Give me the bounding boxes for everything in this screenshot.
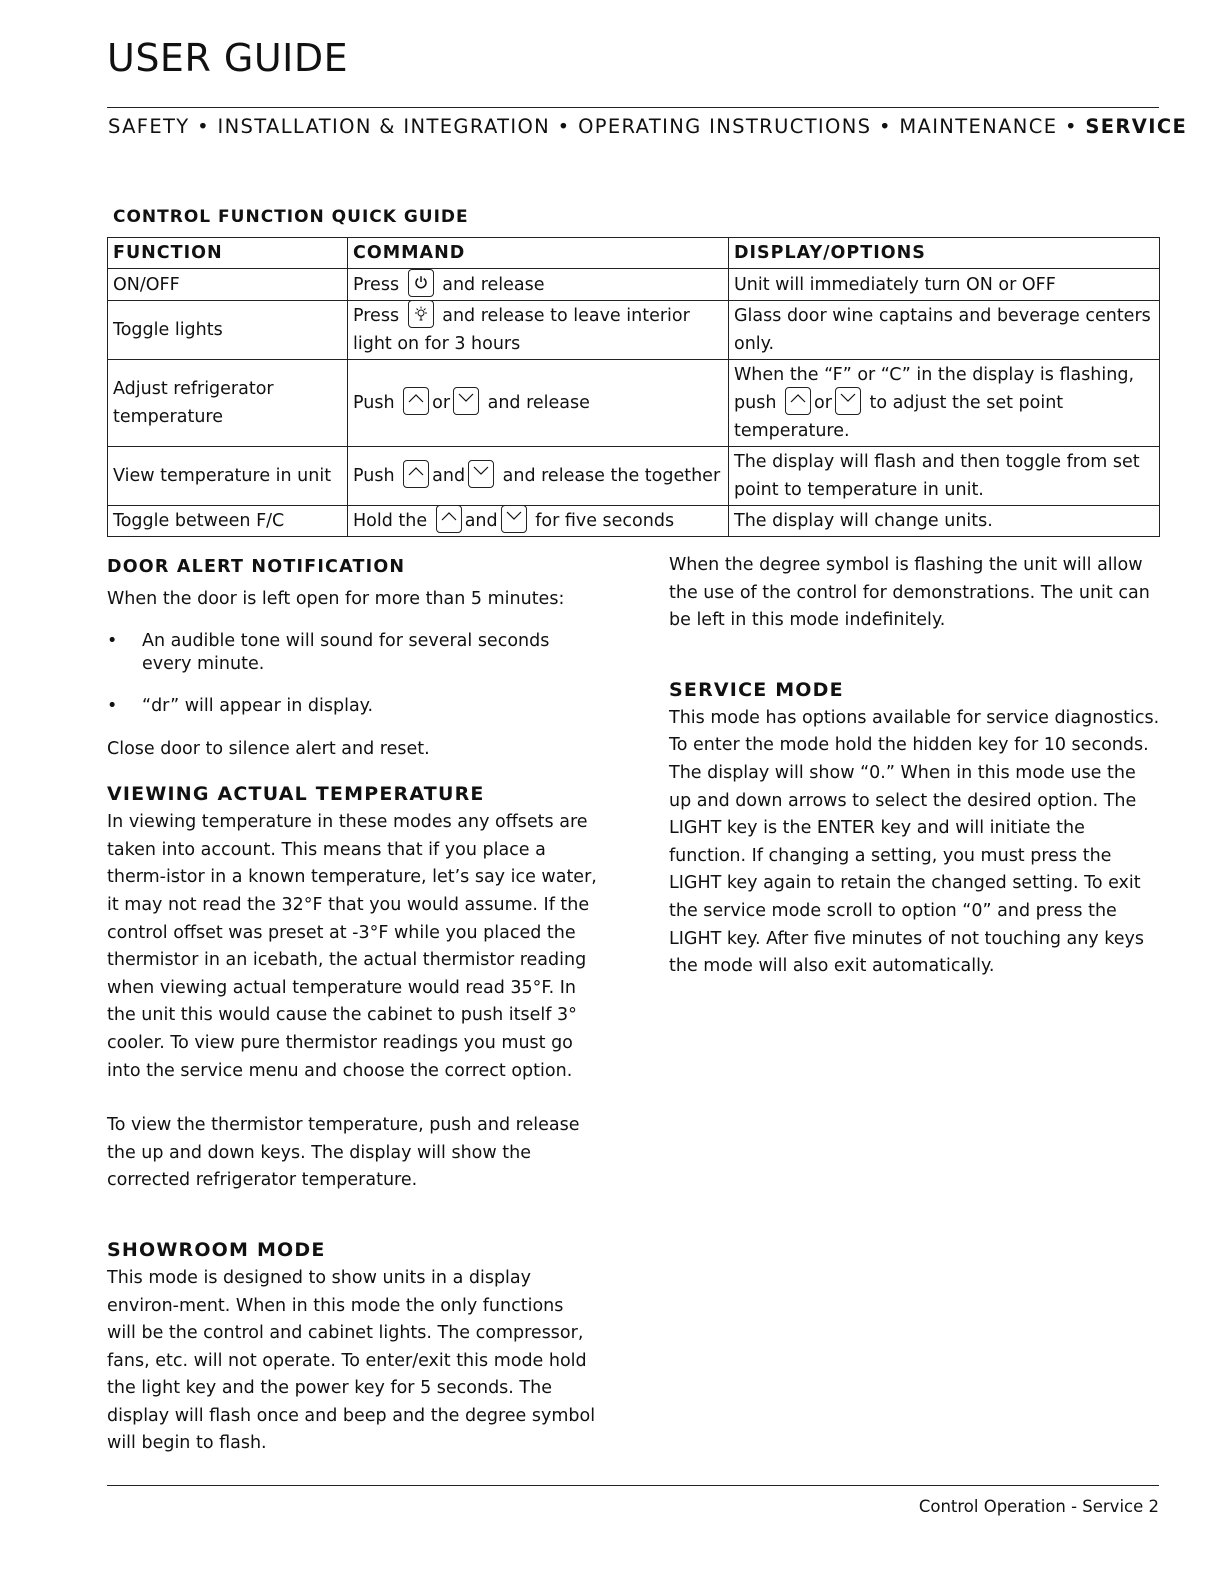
up-arrow-key-icon (436, 505, 462, 533)
command-text: Push (353, 393, 395, 413)
command-text: Push (353, 466, 395, 486)
showroom-heading: SHOWROOM MODE (107, 1238, 326, 1261)
row-command (348, 506, 729, 537)
header-display: DISPLAY/OPTIONS (729, 238, 1160, 269)
light-key-icon (408, 300, 434, 328)
right-column (669, 552, 1161, 981)
nav-separator: • (871, 115, 900, 138)
row-display: Glass door wine captains and beverage centers only. (729, 301, 1160, 360)
list-item: • An audible tone will sound for several seconds every minute. (107, 630, 550, 674)
door-alert-closing: Close door to silence alert and reset. (107, 738, 430, 759)
door-alert-list (107, 630, 597, 718)
command-text: and release (487, 393, 590, 413)
service-mode-heading: SERVICE MODE (669, 678, 844, 701)
showroom-paragraph-2: When the degree symbol is flashing the unit will allow the use of the control for demonstrations. The unit can be left in this mode indefinitely. (669, 555, 1150, 631)
nav-installation: INSTALLATION & INTEGRATION (217, 115, 551, 138)
service-mode-paragraph: This mode has options available for service diagnostics. To enter the mode hold the hidden key for 10 seconds. The display will show “0.” When in this mode use the up and down arrows to select the desired option. The LIGHT key is the ENTER key and will initiate the function. If changing a setting, you must press the LIGHT key again to retain the changed setting. To exit the service mode scroll to option “0” and press the LIGHT key. After five minutes of not touching any keys the mode will also exit automatically. (669, 707, 1160, 977)
door-alert-intro: When the door is left open for more than 5 minutes: (107, 589, 565, 609)
header-function: FUNCTION (108, 238, 348, 269)
command-text: Press (353, 274, 400, 295)
display-text: When the “F” or “C” in the display is flashing, push (734, 365, 1135, 413)
row-display: The display will change units. (729, 506, 1160, 537)
row-command (348, 301, 729, 360)
table-header-row (108, 238, 1160, 269)
nav-safety: SAFETY (108, 115, 190, 138)
command-text: Hold the (353, 511, 428, 531)
row-command (348, 447, 729, 506)
nav-service-current: SERVICE (1085, 115, 1188, 138)
row-command (348, 360, 729, 447)
viewing-heading: VIEWING ACTUAL TEMPERATURE (107, 783, 485, 806)
display-text: or (814, 393, 832, 413)
down-arrow-key-icon (501, 505, 527, 533)
viewing-paragraph: In viewing temperature in these modes any offsets are taken into account. This means that if you place a therm-istor in a known temperature, let’s say ice water, it may not read the 32°F that you would assume. If the control offset was preset at -3°F while you placed the thermistor in an icebath, the actual thermistor reading when viewing actual temperature would read 35°F. In the unit this would cause the cabinet to push itself 3° cooler. To view pure thermistor readings you must go into the service menu and choose the correct option. (107, 812, 597, 1081)
up-arrow-key-icon (785, 387, 811, 415)
left-column (107, 552, 597, 1458)
row-display: The display will flash and then toggle from set point to temperature in unit. (729, 447, 1160, 506)
table-row (108, 506, 1160, 537)
row-display (729, 360, 1160, 447)
power-key-icon (408, 269, 434, 297)
nav-operating: OPERATING INSTRUCTIONS (578, 115, 872, 138)
viewing-paragraph-2: To view the thermistor temperature, push and release the up and down keys. The display will show the corrected refrigerator temperature. (107, 1115, 580, 1191)
page-title: USER GUIDE (107, 36, 349, 80)
row-function: ON/OFF (108, 269, 348, 301)
command-text: and (432, 466, 466, 486)
door-alert-heading: DOOR ALERT NOTIFICATION (107, 557, 406, 577)
down-arrow-key-icon (835, 387, 861, 415)
row-display: Unit will immediately turn ON or OFF (729, 269, 1160, 301)
command-text: Press (353, 306, 400, 326)
quick-guide-title: CONTROL FUNCTION QUICK GUIDE (113, 207, 469, 227)
quick-guide-table (107, 237, 1160, 537)
footer-rule (107, 1485, 1159, 1486)
display-text: to adjust the set point temperature. (734, 393, 1064, 441)
up-arrow-key-icon (403, 460, 429, 488)
down-arrow-key-icon (468, 460, 494, 488)
showroom-paragraph: This mode is designed to show units in a display environ-ment. When in this mode the only functions will be the control and cabinet lights. The compressor, fans, etc. will not operate. To enter/exit this mode hold the light key and the power key for 5 seconds. The display will flash once and beep and the degree symbol will begin to flash. (107, 1267, 596, 1454)
nav-separator: • (189, 115, 218, 138)
table-row (108, 301, 1160, 360)
list-item: • “dr” will appear in display. (107, 695, 374, 716)
up-arrow-key-icon (403, 387, 429, 415)
header-rule (107, 107, 1159, 108)
header-command: COMMAND (348, 238, 729, 269)
command-text: or (432, 393, 451, 413)
down-arrow-key-icon (453, 387, 479, 415)
command-text: and (464, 511, 498, 531)
command-text: and release (442, 274, 545, 295)
nav-separator: • (1057, 115, 1086, 138)
nav-maintenance: MAINTENANCE (899, 115, 1058, 138)
section-nav (108, 115, 1188, 138)
table-row (108, 269, 1160, 301)
row-command (348, 269, 729, 301)
row-function: Adjust refrigerator temperature (108, 360, 348, 447)
command-text: and release to leave interior light on for 3 hours (353, 306, 690, 354)
nav-separator: • (550, 115, 579, 138)
command-text: and release the together (502, 466, 721, 486)
row-function: View temperature in unit (108, 447, 348, 506)
table-row (108, 360, 1160, 447)
row-function: Toggle lights (108, 301, 348, 360)
table-row (108, 447, 1160, 506)
row-function: Toggle between F/C (108, 506, 348, 537)
command-text: for five seconds (535, 511, 675, 531)
page-footer: Control Operation - Service 2 (918, 1497, 1159, 1516)
